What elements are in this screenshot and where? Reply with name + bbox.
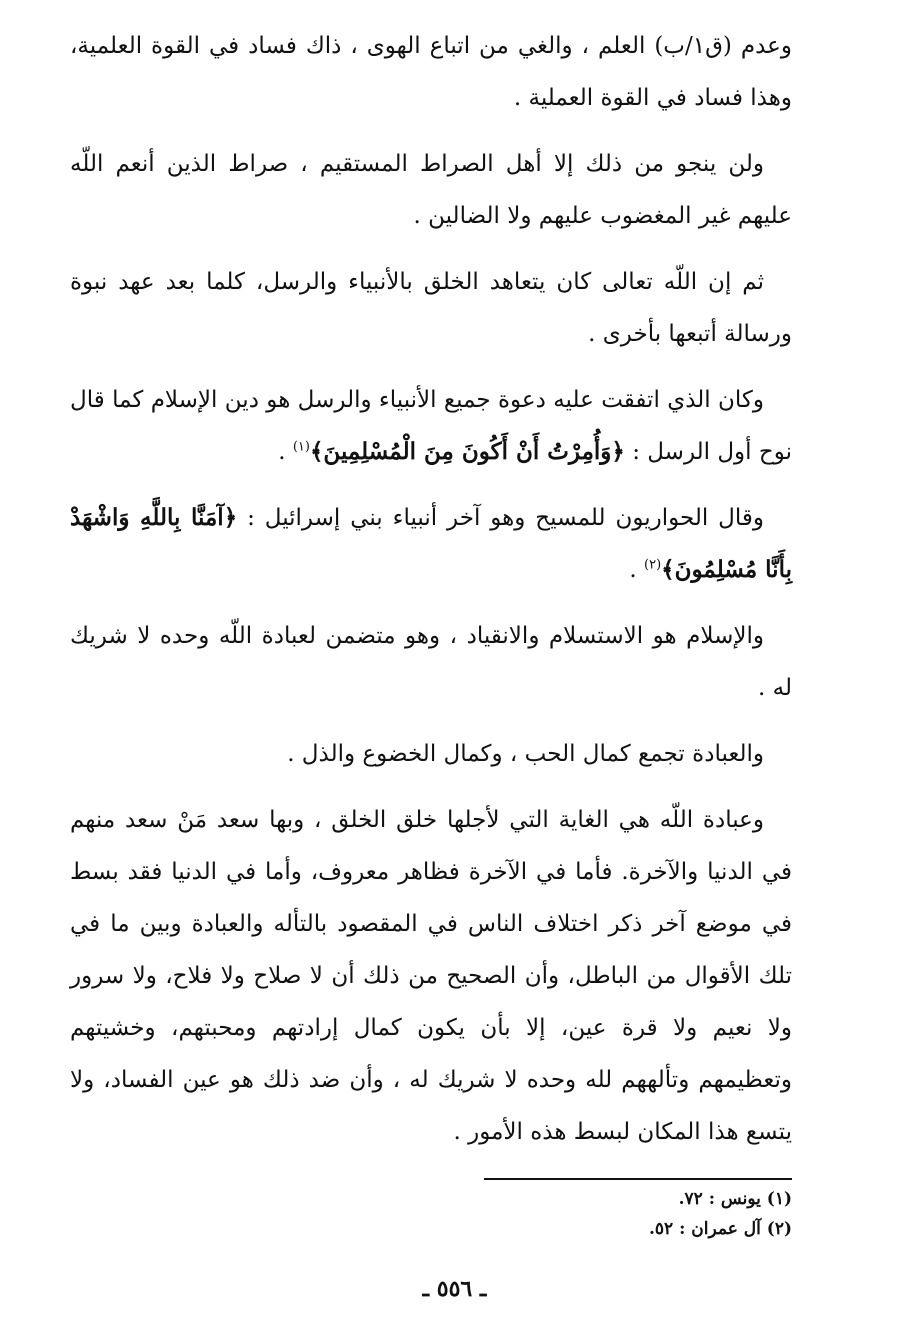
- footnote-marker-2: (٢): [644, 557, 662, 573]
- footnotes: [392, 1184, 792, 1244]
- paragraph-1: وعدم (ق١/ب) العلم ، والغي من اتباع الهوى ، ذاك فساد في القوة العلمية، وهذا فساد في القوة العملية .: [70, 33, 792, 111]
- paragraph-7: والعبادة تجمع كمال الحب ، وكمال الخضوع والذل .: [287, 741, 764, 767]
- footnote-divider: [484, 1178, 792, 1180]
- paragraph-2: ولن ينجو من ذلك إلا أهل الصراط المستقيم ، صراط الذين أنعم اللّه عليهم غير المغضوب عليهم ولا الضالين .: [70, 151, 792, 229]
- paragraph-4-end: .: [278, 439, 293, 465]
- paragraph-6: والإسلام هو الاستسلام والانقياد ، وهو متضمن لعبادة اللّه وحده لا شريك له .: [70, 623, 792, 701]
- paragraph-4: [70, 374, 792, 478]
- footnote-1: (١) يونس : ٧٢.: [678, 1189, 792, 1209]
- paragraph-8: وعبادة اللّه هي الغاية التي لأجلها خلق الخلق ، وبها سعد مَنْ سعد منهم في الدنيا والآخرة. فأما في الآخرة فظاهر معروف، وأما في الدنيا فقد بسط في موضع آخر ذكر اختلاف الناس في المقصود بالتأله والعبادة وبين ما في تلك الأقوال من الباطل، وأن الصحيح من ذلك أن لا صلاح ولا فلاح، ولا سرور ولا نعيم ولا قرة عين، إلا بأن يكون كمال إرادتهم ومحبتهم، وخشيتهم وتعظيمهم وتألههم لله وحده لا شريك له ، وأن ضد ذلك هو عين الفساد، ولا يتسع هذا المكان لبسط هذه الأمور .: [70, 807, 792, 1145]
- quran-quote-2: ﴿آمَنَّا بِاللَّهِ وَاشْهَدْ بِأَنَّا مُسْلِمُونَ﴾: [70, 504, 792, 583]
- footnote-2: (٢) آل عمران : ٥٢.: [648, 1219, 792, 1239]
- paragraph-5: [70, 492, 792, 596]
- page-number: ـ ٥٥٦ ـ: [422, 1276, 487, 1302]
- page-body: [70, 20, 792, 1172]
- paragraph-5-text: وقال الحواريون للمسيح وهو آخر أنبياء بني إسرائيل :: [237, 505, 764, 531]
- paragraph-3: ثم إن اللّه تعالى كان يتعاهد الخلق بالأنبياء والرسل، كلما بعد عهد نبوة ورسالة أتبعها بأخرى .: [70, 269, 792, 347]
- footnote-marker-1: (١): [292, 439, 310, 455]
- paragraph-4-text: وكان الذي اتفقت عليه دعوة جميع الأنبياء والرسل هو دين الإسلام كما قال نوح أول الرسل :: [70, 387, 792, 465]
- paragraph-5-end: .: [629, 557, 645, 583]
- quran-quote-1: ﴿وَأُمِرْتُ أَنْ أَكُونَ مِنَ الْمُسْلِمِينَ﴾: [309, 438, 625, 465]
